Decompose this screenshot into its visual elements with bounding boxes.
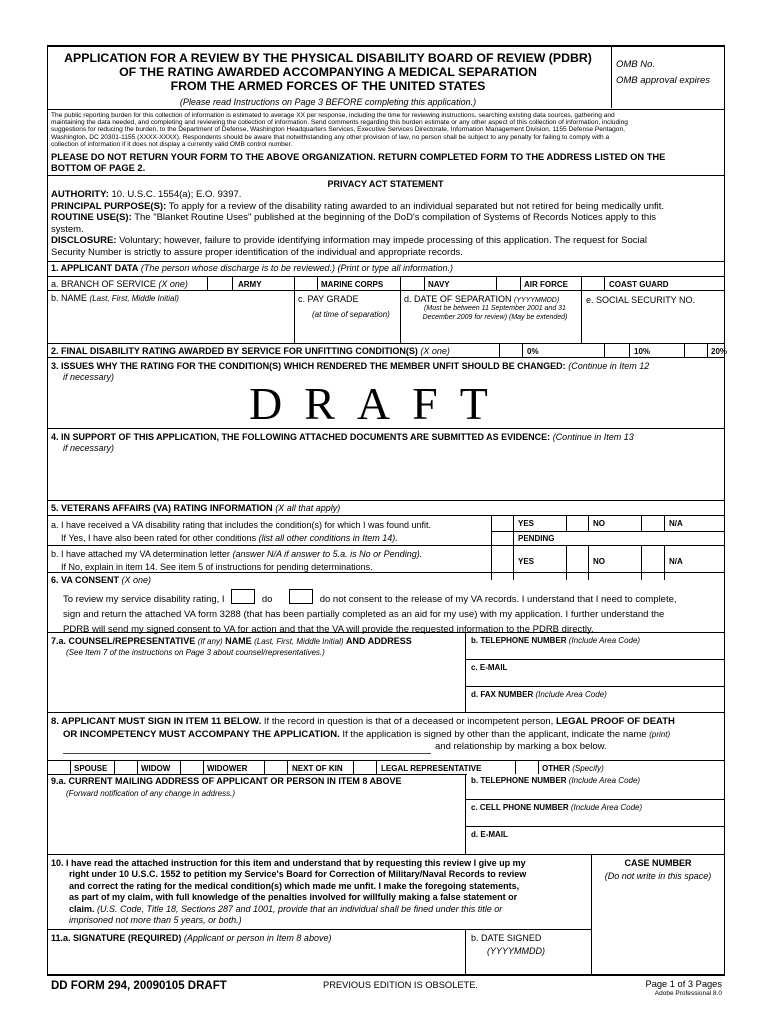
branch-divider — [581, 276, 582, 290]
case-number-label: CASE NUMBER — [624, 858, 692, 868]
relation-next-of-kin[interactable]: NEXT OF KIN — [292, 764, 343, 773]
item5-rule — [47, 572, 724, 573]
form-right-border — [724, 45, 725, 975]
item5-divider — [566, 515, 567, 531]
relation-other[interactable]: OTHER (Specify) — [542, 764, 604, 773]
item7a-note: (See Item 7 of the instructions on Page 3 about counsel/representatives.) — [66, 648, 325, 657]
separation-date-note: (Must be between 11 September 2001 and 31 December 2009 for review) (May be extended) — [422, 305, 568, 321]
item5-divider — [566, 545, 567, 580]
item2-label: 2. FINAL DISABILITY RATING AWARDED BY SERVICE FOR UNFITTING CONDITION(S) (X one) — [51, 346, 450, 356]
rating-divider — [522, 343, 523, 357]
item9-rule — [47, 854, 724, 855]
item5-divider — [664, 515, 665, 531]
consent-do-not-checkbox[interactable] — [289, 589, 313, 604]
instructions-note: (Please read Instructions on Page 3 BEFORE completing this application.) — [179, 97, 477, 107]
counsel-email-label: c. E-MAIL — [471, 663, 508, 672]
form-top-border — [47, 45, 725, 47]
item1-bottom-rule — [47, 343, 724, 344]
privacy-statement: AUTHORITY: 10. U.S.C. 1554(a); E.O. 9397. PRINCIPAL PURPOSE(S): To apply for a review of the disability rating awarded to an individual separated but not retired for being medically unfit. ROUTINE USE(S): The "Blanket Routine Uses" published at the beginning of the DoD's compilation of Systems of Records Notices apply to this system. DISCLOSURE: Voluntary; however, failure to provide identifying information may impede processing of this application. The request for Social Security Number is strictly to assure proper identification of the individual and appropriate records. — [51, 189, 665, 258]
relation-divider — [70, 760, 71, 774]
case-number-note: (Do not write in this space) — [604, 871, 712, 881]
rating-20[interactable]: 20% — [711, 347, 728, 356]
item3-rule — [47, 428, 724, 429]
item8-text: 8. APPLICANT MUST SIGN IN ITEM 11 BELOW. If the record in question is that of a deceased or incompetent person, LEGAL PROOF OF DEATH OR INCOMPETENCY MUST ACCOMPANY THE APPLICATION. If the application is signed by other than the applicant, indicate the name (print) — [51, 716, 675, 740]
item9a-note: (Forward notification of any change in address.) — [66, 789, 235, 798]
item5a-text: a. I have received a VA disability rating that includes the condition(s) for which I was found unfit. If Yes, I have also been rated for other conditions (list all other conditions in Item 14). — [51, 520, 432, 543]
branch-air-force[interactable]: AIR FORCE — [524, 280, 568, 289]
applicant-phone-label: b. TELEPHONE NUMBER (Include Area Code) — [471, 776, 641, 785]
counsel-fax-label: d. FAX NUMBER (Include Area Code) — [471, 690, 607, 699]
signature-input[interactable] — [51, 946, 461, 972]
relation-spouse[interactable]: SPOUSE — [74, 764, 108, 773]
item9-inner-rule — [465, 799, 724, 800]
rating-0[interactable]: 0% — [527, 347, 539, 356]
privacy-heading: PRIVACY ACT STATEMENT — [327, 179, 444, 189]
page-number: Page 1 of 3 Pages — [645, 979, 722, 989]
item3-label: 3. ISSUES WHY THE RATING FOR THE CONDITION(S) WHICH RENDERED THE MEMBER UNFIT SHOULD BE CHANGED: (Continue in Item 12 if necessary) — [51, 361, 650, 382]
rating-divider — [684, 343, 685, 357]
signer-name-line[interactable] — [63, 753, 431, 754]
branch-rule — [47, 290, 724, 291]
item9-inner-rule — [465, 826, 724, 827]
date-divider — [465, 929, 466, 974]
item10-statement: 10. I have read the attached instruction for this item and understand that by requesting this review I give up my right under 10 U.S.C. 1552 to petition my Service's Board for Correction of Military/Naval Records to review and correct the rating for the medical condition(s) which made me unfit. I make the foregoing statements, as part of my claim, with full knowledge of the penalties involved for willfully making a false statement or claim. (U.S. Code, Title 18, Sections 287 and 1001, provide that an individual shall be fined under this title or imprisoned not more than 5 years, or both.) — [51, 858, 527, 926]
item4-label: 4. IN SUPPORT OF THIS APPLICATION, THE FOLLOWING ATTACHED DOCUMENTS ARE SUBMITTED AS EVIDENCE: (Continue in Item 13 if necessary) — [51, 432, 634, 453]
relation-divider — [114, 760, 115, 774]
branch-divider — [294, 276, 295, 290]
counsel-address-input[interactable] — [51, 662, 461, 710]
item7a-label: 7.a. COUNSEL/REPRESENTATIVE (If any) NAME (Last, First, Middle Initial) AND ADDRESS — [51, 636, 412, 646]
pay-divider — [294, 290, 295, 343]
relation-divider — [137, 760, 138, 774]
item5a-yes[interactable]: YES — [518, 519, 535, 528]
evidence-input[interactable] — [51, 456, 719, 496]
omb-expires: OMB approval expires — [616, 75, 710, 86]
signature-label: 11.a. SIGNATURE (REQUIRED) (Applicant or person in Item 8 above) — [51, 933, 332, 943]
relation-divider — [515, 760, 516, 774]
name-input[interactable] — [51, 305, 291, 341]
item5a-pending[interactable]: PENDING — [518, 534, 555, 543]
relation-divider — [203, 760, 204, 774]
item5-divider — [664, 545, 665, 580]
date-signed-format: (YYYYMMDD) — [487, 946, 545, 956]
burden-rule — [47, 175, 724, 176]
item5-divider — [513, 515, 514, 580]
branch-divider — [424, 276, 425, 290]
form-id: DD FORM 294, 20090105 DRAFT — [51, 980, 227, 992]
relation-top-rule — [47, 760, 724, 761]
ssn-label: e. SOCIAL SECURITY NO. — [586, 295, 696, 305]
relation-divider — [376, 760, 377, 774]
rating-divider — [629, 343, 630, 357]
branch-divider — [520, 276, 521, 290]
burden-statement: The public reporting burden for this collection of information is estimated to average XX per response, including the time for reviewing instructions, searching existing data sources, gathering and maintaining the data needed, and completing and reviewing the collection of information. Send comments regarding this burden estimate or any other aspect of this collection of information, including suggestions for reducing the burden, to the Department of Defense, Washington Headquarters Services, Executive Services Directorate, Information Management Division, 1155 Defense Pentagon, Washington, DC 20301-1155 (XXXX-XXXX). Respondents should be aware that notwithstanding any other provision of law, no person shall be subject to any penalty for failing to comply with a collection of information if it does not display a currently valid OMB control number. — [51, 112, 628, 148]
item9a-label: 9.a. CURRENT MAILING ADDRESS OF APPLICANT OR PERSON IN ITEM 8 ABOVE — [51, 776, 402, 786]
branch-divider — [400, 276, 401, 290]
item5-divider — [588, 545, 589, 580]
item5-heading-rule — [47, 515, 724, 516]
form-bottom-border — [47, 974, 725, 976]
item6-text: To review my service disability rating, I do do not consent to the release of my VA records. I understand that I need to complete, sign and return the attached VA form 3288 (that has been partially completed as an aid for my use) with my application. I further understand the PDRB will send my signed consent to VA for action and that the VA will provide the requested information to the PDRB directly. — [63, 587, 723, 637]
mailing-address-input[interactable] — [51, 802, 461, 850]
item5b-na[interactable]: N/A — [669, 557, 683, 566]
rating-divider — [499, 343, 500, 357]
applicant-email-label: d. E-MAIL — [471, 830, 508, 839]
item1-rule — [47, 276, 724, 277]
relation-divider — [538, 760, 539, 774]
rating-10[interactable]: 10% — [634, 347, 651, 356]
item5-heading: 5. VETERANS AFFAIRS (VA) RATING INFORMATION (X all that apply) — [51, 503, 341, 513]
item5-divider — [641, 515, 642, 531]
item6-heading: 6. VA CONSENT (X one) — [51, 575, 152, 585]
item7-inner-rule — [465, 659, 724, 660]
item10-rule — [47, 929, 591, 930]
item5b-text: b. I have attached my VA determination letter (answer N/A if answer to 5.a. is No or Pending). If No, explain in item 14. See item 5 of instructions for pending determinations. — [51, 549, 423, 572]
item5-divider — [641, 545, 642, 580]
item5a-na[interactable]: N/A — [669, 519, 683, 528]
relation-widower[interactable]: WIDOWER — [207, 764, 248, 773]
item1-heading: 1. APPLICANT DATA (The person whose discharge is to be reviewed.) (Print or type all information.) — [51, 263, 453, 273]
branch-divider — [232, 276, 233, 290]
item7-rule — [47, 712, 724, 713]
name-label: b. NAME (Last, First, Middle Initial) — [51, 293, 179, 303]
software-note: Adobe Professional 8.0 — [654, 990, 722, 997]
counsel-phone-label: b. TELEPHONE NUMBER (Include Area Code) — [471, 636, 641, 645]
relation-divider — [353, 760, 354, 774]
issues-input[interactable] — [51, 385, 719, 425]
item6-rule — [47, 632, 724, 633]
applicant-cell-label: c. CELL PHONE NUMBER (Include Area Code) — [471, 803, 643, 812]
item9-divider — [465, 774, 466, 854]
branch-divider — [317, 276, 318, 290]
item5a-rule — [47, 545, 724, 546]
branch-navy[interactable]: NAVY — [428, 280, 450, 289]
pay-grade-note: (at time of separation) — [312, 310, 390, 319]
branch-coast-guard[interactable]: COAST GUARD — [609, 280, 669, 289]
date-signed-label: b. DATE SIGNED — [471, 933, 542, 943]
sep-divider — [400, 290, 401, 343]
item5a-no[interactable]: NO — [593, 519, 605, 528]
header-rule — [47, 109, 724, 110]
relation-widow[interactable]: WIDOW — [141, 764, 171, 773]
return-warning: PLEASE DO NOT RETURN YOUR FORM TO THE ABOVE ORGANIZATION. RETURN COMPLETED FORM TO THE ADDRESS LISTED ON THE BOTTOM OF PAGE 2. — [51, 152, 666, 173]
item7-divider — [465, 632, 466, 712]
relation-divider — [287, 760, 288, 774]
item7-inner-rule — [465, 686, 724, 687]
item2-rule — [47, 357, 724, 358]
ssn-divider — [581, 290, 582, 343]
branch-divider — [496, 276, 497, 290]
branch-army[interactable]: ARMY — [238, 280, 262, 289]
item5b-no[interactable]: NO — [593, 557, 605, 566]
branch-marine-corps[interactable]: MARINE CORPS — [321, 280, 384, 289]
item5-divider — [491, 515, 492, 580]
item5-inner-rule — [491, 531, 724, 532]
rating-divider — [604, 343, 605, 357]
item4-rule — [47, 500, 724, 501]
item9-top-rule — [47, 774, 467, 775]
branch-divider — [207, 276, 208, 290]
form-title: APPLICATION FOR A REVIEW BY THE PHYSICAL DISABILITY BOARD OF REVIEW (PDBR) OF THE RATING AWARDED ACCOMPANYING A MEDICAL SEPARATION FROM THE ARMED FORCES OF THE UNITED STATES — [64, 51, 592, 93]
privacy-rule — [47, 261, 724, 262]
consent-do-checkbox[interactable] — [231, 589, 255, 604]
separation-date-label: d. DATE OF SEPARATION (YYYYMMDD) — [404, 294, 560, 304]
rating-divider — [707, 343, 708, 357]
pay-grade-label: c. PAY GRADE — [298, 294, 359, 304]
omb-divider — [611, 46, 612, 108]
item5b-yes[interactable]: YES — [518, 557, 535, 566]
obsolete-notice: PREVIOUS EDITION IS OBSOLETE. — [323, 980, 478, 990]
item5-divider — [588, 515, 589, 531]
relation-divider — [264, 760, 265, 774]
omb-number: OMB No. — [616, 59, 656, 70]
item8-line3: and relationship by marking a box below. — [435, 741, 607, 752]
relation-legal-rep[interactable]: LEGAL REPRESENTATIVE — [381, 764, 482, 773]
relation-divider — [47, 760, 48, 774]
branch-label: a. BRANCH OF SERVICE (X one) — [51, 279, 188, 289]
relation-divider — [180, 760, 181, 774]
draft-watermark: DRAFT — [249, 378, 510, 429]
branch-divider — [604, 276, 605, 290]
